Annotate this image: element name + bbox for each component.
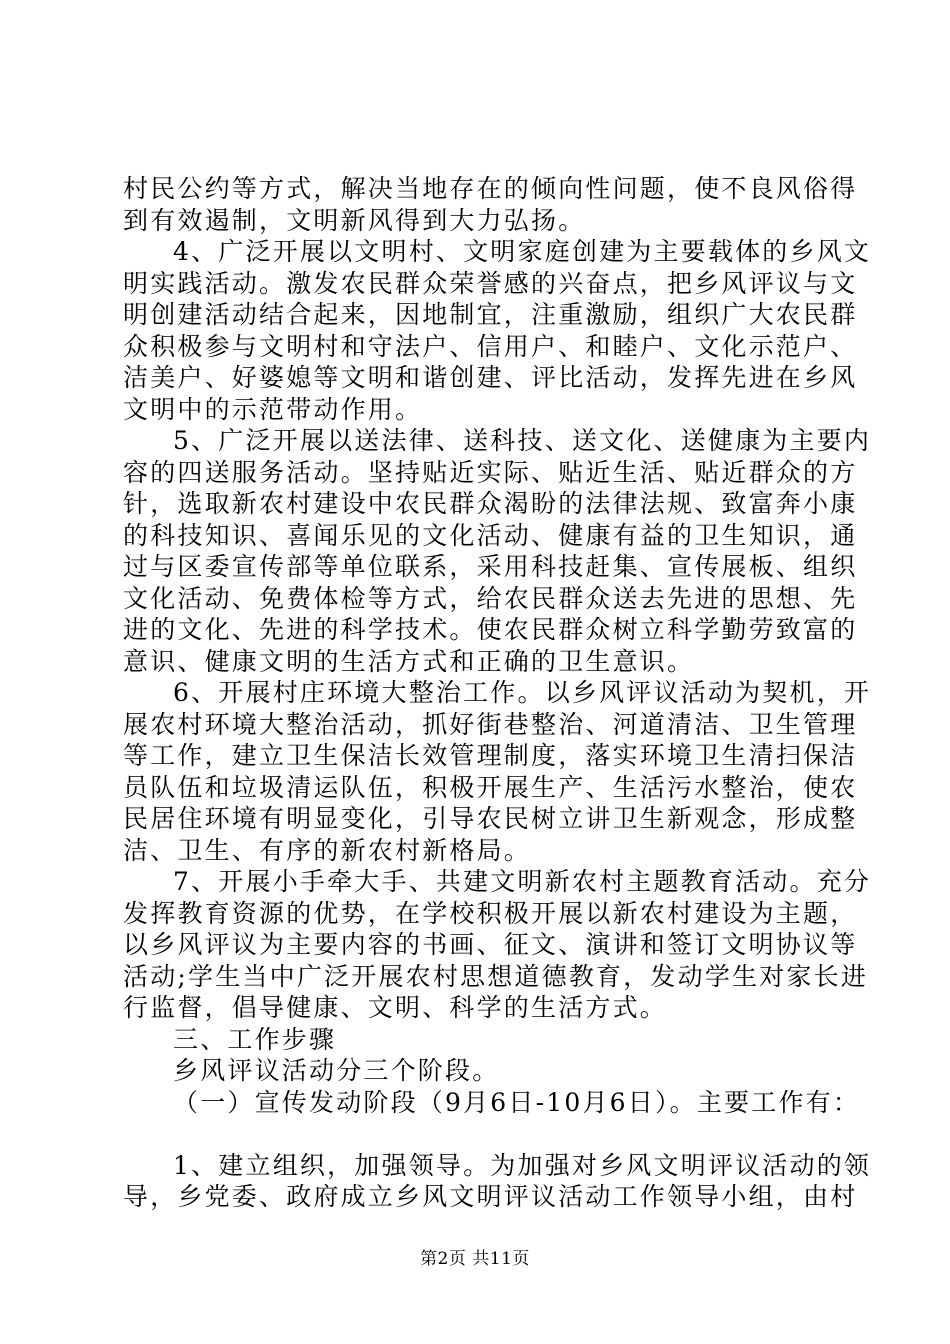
text-line: 员队伍和垃圾清运队伍，积极开展生产、生活污水整治，使农 — [123, 772, 858, 802]
text-line: 容的四送服务活动。坚持贴近实际、贴近生活、贴近群众的方 — [123, 457, 858, 487]
text-line: 以乡风评议为主要内容的书画、征文、演讲和签订文明协议等 — [123, 930, 858, 959]
subsection-heading: （一）宣传发动阶段（9月6日-10月6日）。主要工作有： — [173, 1087, 861, 1117]
text-line: 意识、健康文明的生活方式和正确的卫生意识。 — [123, 646, 695, 676]
paragraph-start-line: 1、建立组织，加强领导。为加强对乡风文明评议活动的领 — [173, 1150, 872, 1180]
text-line: 展农村环境大整治活动，抓好街巷整治、河道清洁、卫生管理 — [123, 709, 858, 739]
text-line: 众积极参与文明村和守法户、信用户、和睦户、文化示范户、 — [123, 331, 858, 361]
text-line: 活动;学生当中广泛开展农村思想道德教育，发动学生对家长进 — [123, 961, 869, 991]
document-body — [123, 173, 872, 1213]
text-line: 明创建活动结合起来，因地制宜，注重激励，组织广大农民群 — [123, 300, 858, 329]
blank-line — [123, 1118, 835, 1150]
text-line: 等工作，建立卫生保洁长效管理制度，落实环境卫生清扫保洁 — [123, 741, 858, 770]
text-line: 发挥教育资源的优势，在学校积极开展以新农村建设为主题， — [123, 898, 858, 928]
text-line: 针，选取新农村建设中农民群众渴盼的法律法规、致富奔小康 — [123, 489, 858, 518]
text-line: 文化活动、免费体检等方式，给农民群众送去先进的思想、先 — [123, 583, 858, 613]
text-line: 洁美户、好婆媳等文明和谐创建、评比活动，发挥先进在乡风 — [123, 363, 858, 392]
text-line: 乡风评议活动分三个阶段。 — [173, 1056, 500, 1085]
text-line: 洁、卫生、有序的新农村新格局。 — [123, 835, 532, 865]
section-heading: 三、工作步骤 — [173, 1024, 337, 1054]
text-line: 的科技知识、喜闻乐见的文化活动、健康有益的卫生知识，通 — [123, 520, 858, 550]
paragraph-start-line: 6、开展村庄环境大整治工作。以乡风评议活动为契机，开 — [173, 678, 872, 707]
text-line: 过与区委宣传部等单位联系，采用科技赶集、宣传展板、组织 — [123, 552, 858, 581]
text-line: 民居住环境有明显变化，引导农民树立讲卫生新观念，形成整 — [123, 804, 858, 833]
text-line: 进的文化、先进的科学技术。使农民群众树立科学勤劳致富的 — [123, 615, 858, 644]
paragraph-start-line: 4、广泛开展以文明村、文明家庭创建为主要载体的乡风文 — [173, 237, 872, 266]
text-line: 文明中的示范带动作用。 — [123, 394, 423, 424]
page-number-footer: 第2页 共11页 — [420, 1249, 530, 1269]
text-line: 导，乡党委、政府成立乡风文明评议活动工作领导小组，由村 — [123, 1182, 858, 1211]
paragraph-start-line: 7、开展小手牵大手、共建文明新农村主题教育活动。充分 — [173, 867, 872, 896]
paragraph-start-line: 5、广泛开展以送法律、送科技、送文化、送健康为主要内 — [173, 426, 872, 455]
text-line: 村民公约等方式，解决当地存在的倾向性问题，使不良风俗得 — [123, 174, 858, 203]
text-line: 明实践活动。激发农民群众荣誉感的兴奋点，把乡风评议与文 — [123, 268, 858, 298]
text-line: 行监督，倡导健康、文明、科学的生活方式。 — [123, 993, 668, 1022]
text-line: 到有效遏制，文明新风得到大力弘扬。 — [123, 205, 586, 235]
